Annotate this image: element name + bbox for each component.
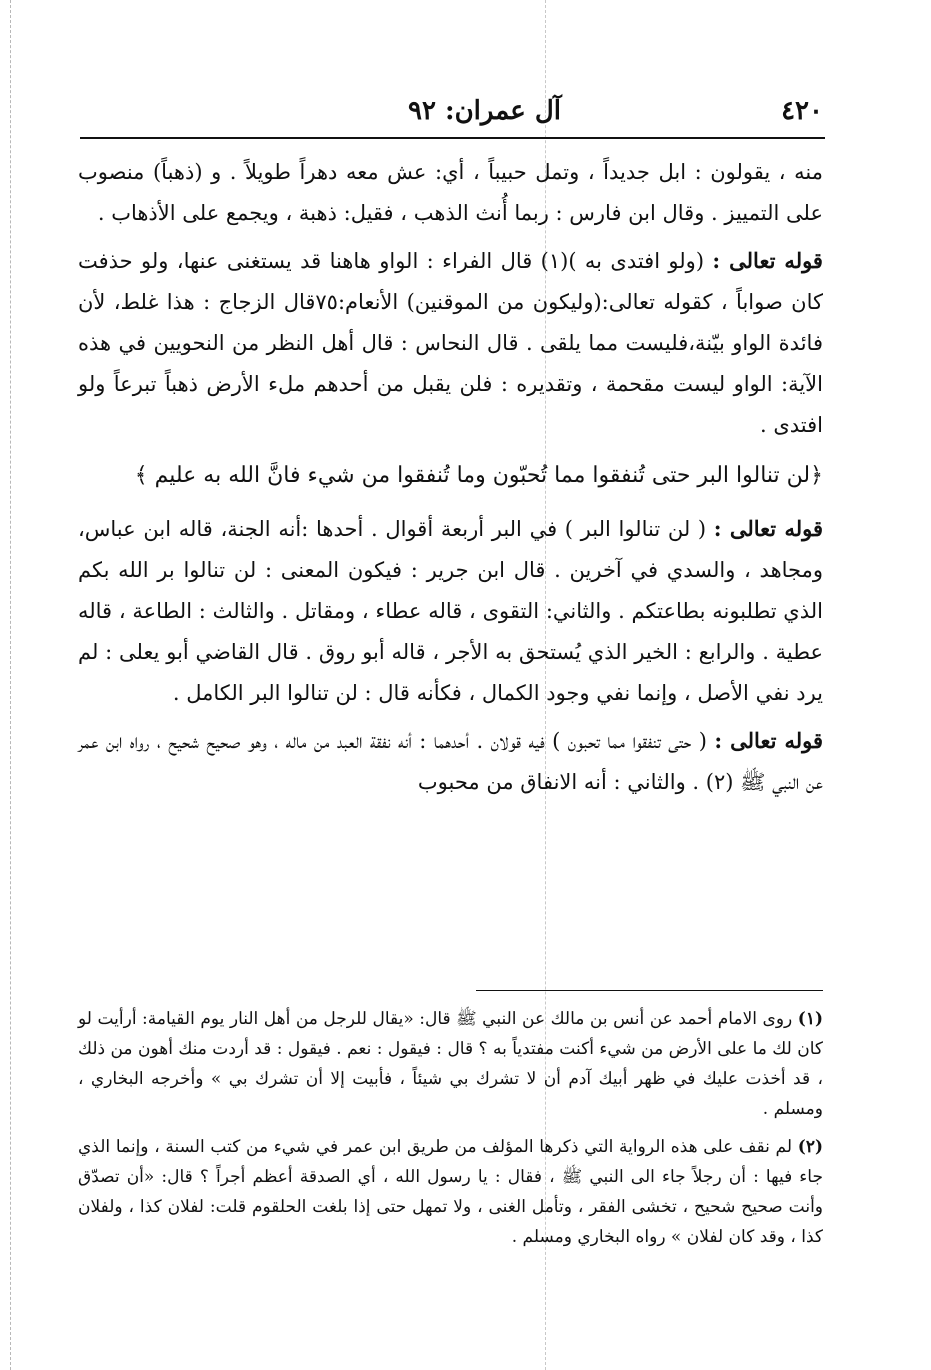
paragraph-2-label: قوله تعالى :: [712, 248, 823, 273]
paragraph-4-label: قوله تعالى :: [714, 728, 823, 753]
footnote-2: [78, 1132, 823, 1252]
footnote-1-mark: (١): [797, 1009, 823, 1029]
page-header: [78, 88, 823, 138]
page-edge-line: [10, 0, 11, 1370]
header-rule: [80, 137, 825, 139]
footnote-rule: [476, 990, 823, 991]
paragraph-2: [78, 240, 823, 446]
footnote-2-mark: (٢): [797, 1137, 823, 1157]
paragraph-3-label: قوله تعالى :: [713, 516, 823, 541]
paragraph-3: [78, 508, 823, 714]
footnote-1-text: روى الامام أحمد عن أنس بن مالك عن النبي ﷺ قال: «يقال للرجل من أهل النار يوم القيامة: أرأيت لو كان لك ما على الأرض من شيء أكنت مفتدياً به ؟ قال : فيقول : نعم . فيقول : قد أردت منك أهون من ذلك ، قد أخذت عليك في ظهر أبيك آدم أن لا تشرك بي شيئاً ، فأبيت إلا أن تشرك بي » وأخرجه البخاري ، ومسلم .: [78, 1009, 823, 1119]
paragraph-2-text: (ولو افتدى به )(١) قال الفراء : الواو هاهنا قد يستغنى عنها، ولو حذفت كان صواباً ، كقوله تعالى:(وليكون من الموقنين) الأنعام:٧٥قال الزجاج : هذا غلط، لأن فائدة الواو بيّنة،فليست مما يلقى . قال النحاس : قال أهل النظر من النحويين في هذه الآية: الواو ليست مقحمة ، وتقديره : فلن يقبل من أحدهم ملء الأرض ذهباً تبرعاً ولو افتدى .: [78, 249, 823, 437]
paragraph-1-text: منه ، يقولون : ابل جديداً ، وتمل حبيباً ، أي: عش معه دهراً طويلاً . و (ذهباً) منصوب على التمييز . وقال ابن فارس : ربما أُنث الذهب ، فقيل: ذهبة ، ويجمع على الأذهاب .: [78, 160, 823, 225]
paragraph-3-text: ( لن تنالوا البر ) في البر أربعة أقوال . أحدها :أنه الجنة، قاله ابن عباس، ومجاهد ، والسدي في آخرين . قال ابن جرير : فيكون المعنى : لن تنالوا بر الله بكم الذي تطلبونه بطاعتكم . والثاني: التقوى ، قاله عطاء ، ومقاتل . والثالث : الطاعة ، قاله عطية . والرابع : الخير الذي يُستحق به الأجر ، قاله أبو روق . قال القاضي أبو يعلى : لم يرد نفي الأصل ، وإنما نفي وجود الكمال ، فكأنه قال : لن تنالوا البر الكامل .: [78, 517, 823, 705]
running-title: آل عمران: ٩٢: [408, 96, 561, 126]
main-text: [78, 152, 823, 809]
footnote-1: [78, 1004, 823, 1124]
paragraph-4-text: ( حتى تنفقوا مما تحبون ) فيه قولان . أحدهما : أنه نفقة العبد من ماله ، وهو صحيح شحيح ، رواه ابن عمر عن النبي ﷺ (٢) . والثاني : أنه الانفاق من محبوب: [78, 729, 823, 794]
quran-verse-text: ﴿لن تنالوا البر حتى تُنفقوا مما تُحبّون وما تُنفقوا من شيء فانَّ الله به عليم ﴾: [134, 463, 823, 488]
paragraph-1: [78, 152, 823, 234]
page-number: ٤٢٠: [781, 96, 823, 126]
footnote-2-text: لم نقف على هذه الرواية التي ذكرها المؤلف من طريق ابن عمر في شيء من كتب السنة ، وإنما الذي جاء فيها : أن رجلاً جاء الى النبي ﷺ ، فقال : يا رسول الله ، أي الصدقة أعظم أجراً ؟ قال: «أن تصدّق وأنت صحيح شحيح ، تخشى الفقر ، وتأمل الغنى ، ولا تمهل حتى إذا بلغت الحلقوم قلت: لفلان كذا ، ولفلان كذا ، وقد كان لفلان » رواه البخاري ومسلم .: [78, 1137, 823, 1247]
quran-verse: [78, 454, 823, 498]
paragraph-4: [78, 720, 823, 803]
footnotes: [78, 1004, 823, 1260]
